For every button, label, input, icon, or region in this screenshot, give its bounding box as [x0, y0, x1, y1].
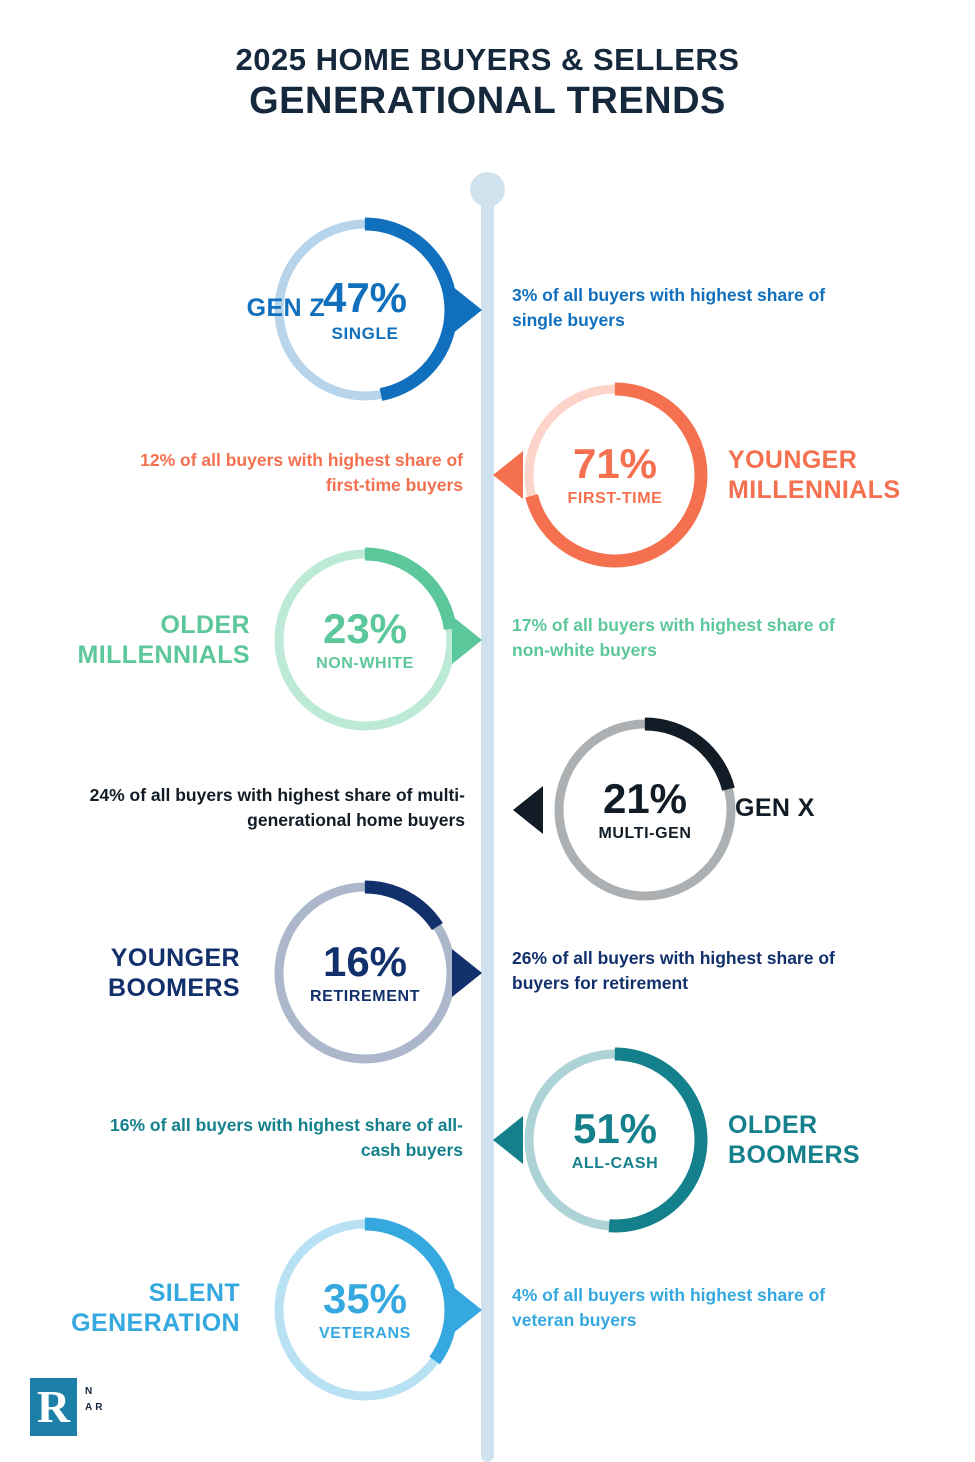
donut-metric: MULTI-GEN — [598, 824, 692, 842]
pointer-icon — [452, 949, 482, 997]
donut-value: 21% — [602, 774, 688, 822]
generation-description: 17% of all buyers with highest share of non-white buyers — [512, 615, 835, 661]
pointer-icon — [452, 1286, 482, 1334]
donut-metric: NON-WHITE — [316, 654, 414, 672]
generation-description: 12% of all buyers with highest share of first-time buyers — [140, 450, 463, 496]
generation-label: SILENT GENERATION — [71, 1279, 240, 1337]
pointer-icon — [493, 1116, 523, 1164]
donut-value: 35% — [322, 1274, 408, 1322]
donut-gauge — [265, 1210, 465, 1410]
donut-metric: RETIREMENT — [310, 987, 420, 1005]
generation-description: 4% of all buyers with highest share of veteran buyers — [512, 1285, 826, 1331]
generation-description: 16% of all buyers with highest share of all-cash buyers — [110, 1115, 463, 1161]
generation-description: 3% of all buyers with highest share of single buyers — [512, 285, 826, 331]
generation-label: YOUNGER BOOMERS — [108, 944, 240, 1002]
pointer-icon — [452, 616, 482, 664]
title-line-1: 2025 HOME BUYERS & SELLERS — [235, 42, 740, 77]
generation-row — [0, 1210, 975, 1420]
donut-value: 71% — [572, 439, 658, 487]
donut-metric: SINGLE — [331, 323, 399, 343]
nar-logo-text-line-1: N — [85, 1386, 94, 1397]
donut-value: 47% — [322, 273, 408, 321]
nar-logo-text-line-2: AR — [85, 1402, 106, 1413]
generation-description: 26% of all buyers with highest share of buyers for retirement — [512, 948, 835, 994]
pointer-icon — [493, 451, 523, 499]
generation-label: OLDER MILLENNIALS — [77, 611, 250, 669]
donut-value: 16% — [322, 937, 408, 985]
generation-label: OLDER BOOMERS — [728, 1111, 860, 1169]
donut-metric: FIRST-TIME — [567, 489, 663, 507]
donut-metric: VETERANS — [319, 1324, 411, 1342]
title-line-2: GENERATIONAL TRENDS — [249, 79, 726, 122]
nar-logo-text — [85, 1384, 105, 1416]
generation-label: GEN X — [735, 794, 815, 822]
generation-description: 24% of all buyers with highest share of multi-generational home buyers — [89, 785, 465, 831]
nar-logo — [30, 1378, 140, 1440]
generation-label: YOUNGER MILLENNIALS — [728, 446, 901, 504]
page-title — [0, 42, 975, 123]
donut-value: 51% — [572, 1104, 658, 1152]
donut-value: 23% — [322, 604, 408, 652]
nar-logo-mark: R — [30, 1378, 77, 1436]
pointer-icon — [452, 286, 482, 334]
generation-label: GEN Z — [246, 294, 325, 322]
pointer-icon — [513, 786, 543, 834]
donut-metric: ALL-CASH — [571, 1154, 659, 1172]
